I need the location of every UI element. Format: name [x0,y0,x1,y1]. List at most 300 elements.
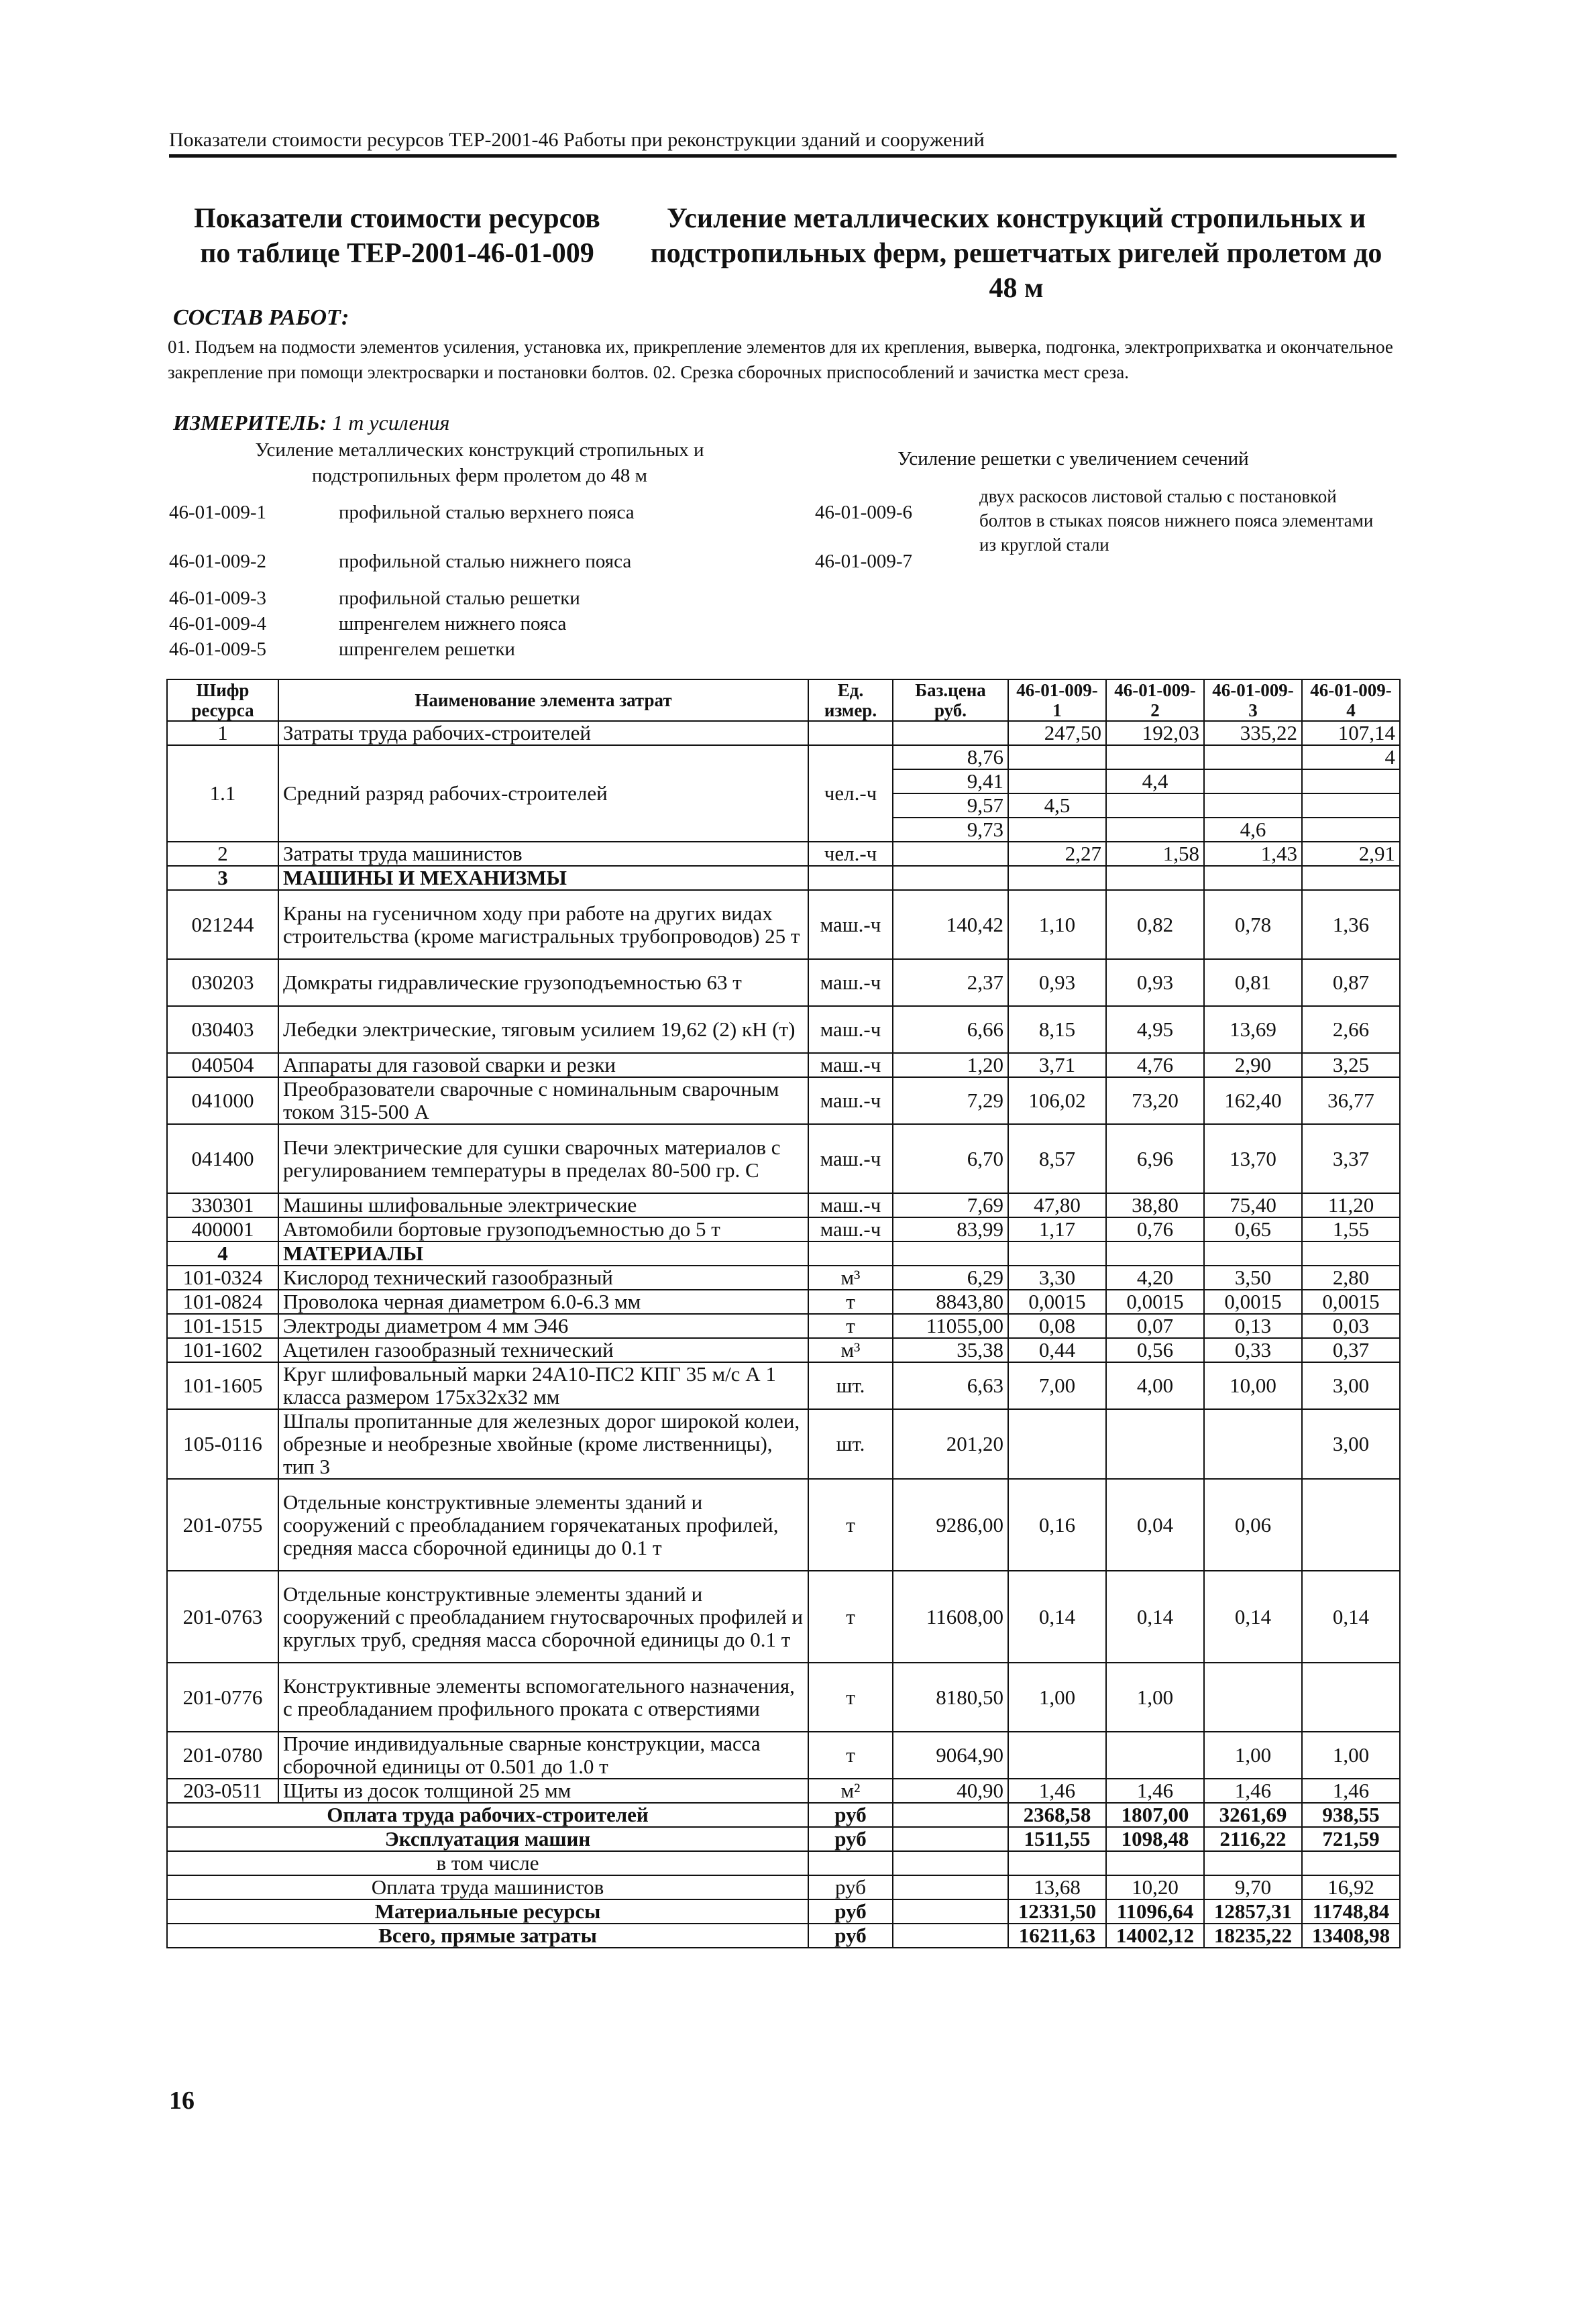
cell-unit: т [808,1314,893,1338]
title-right-line: Усиление металлических конструкций стропильных и [666,203,1366,234]
cell-name: Преобразователи сварочные с номинальным сварочным током 315-500 А [278,1077,808,1124]
summary-label: Оплата труда машинистов [167,1875,808,1899]
cell-value: 8,15 [1008,1006,1106,1053]
cell-empty [1008,866,1106,890]
cell-empty [808,1241,893,1266]
cell-value: 4,00 [1106,1362,1204,1409]
cell-value: 4,76 [1106,1053,1204,1077]
work-code: 46-01-009-2 [169,551,266,572]
cell-value: 0,56 [1106,1338,1204,1362]
cell-value: 3,30 [1008,1266,1106,1290]
cell-name: МАТЕРИАЛЫ [278,1241,808,1266]
sostav-text: 01. Подъем на подмости элементов усиления, установка их, прикрепление элементов для их крепления, выверка, подгонка, электроприхватка и окончательное закрепление при помощи электросварки и постановки болтов. 02. Срезка сборочных приспособлений и зачистка мест среза. [168,337,1393,382]
cell-price: 6,70 [893,1124,1008,1193]
cell-value: 4 [1302,745,1400,769]
cell-grade: 8,76 [893,745,1008,769]
cell-value: 0,81 [1204,959,1302,1006]
cell-price: 40,90 [893,1779,1008,1803]
cell-value [1008,818,1106,842]
cell-value: 1098,48 [1106,1827,1204,1851]
cell-value: 6,96 [1106,1124,1204,1193]
cell-unit: руб [808,1899,893,1924]
cell-value [1204,769,1302,793]
cell-code: 101-1602 [167,1338,278,1362]
cell-code: 041400 [167,1124,278,1193]
cell-value [1008,1732,1106,1779]
cell-empty [1106,1241,1204,1266]
cell-value: 1807,00 [1106,1803,1204,1827]
cell-price: 8843,80 [893,1290,1008,1314]
cell-value: 0,44 [1008,1338,1106,1362]
cell-name: Проволока черная диаметром 6.0-6.3 мм [278,1290,808,1314]
cell-name: Шпалы пропитанные для железных дорог широкой колеи, обрезные и необрезные хвойные (кроме лиственницы), тип 3 [278,1409,808,1479]
cell-unit: руб [808,1875,893,1899]
cell-name: Отдельные конструктивные элементы зданий и сооружений с преобладанием горячекатаных профилей, средняя масса сборочной единицы до 0.1 т [278,1479,808,1571]
cell-grade: 9,41 [893,769,1008,793]
summary-label: Эксплуатация машин [167,1827,808,1851]
cell-value: 12331,50 [1008,1899,1106,1924]
cell-value: 0,76 [1106,1217,1204,1241]
cell-code: 101-0324 [167,1266,278,1290]
cell-grade: 9,73 [893,818,1008,842]
cell-value: 11096,64 [1106,1899,1204,1924]
cell-value: 36,77 [1302,1077,1400,1124]
table-row [167,1362,1400,1409]
cell-value: 0,13 [1204,1314,1302,1338]
cell-value: 0,14 [1008,1571,1106,1663]
column-header: 46-01-009-4 [1302,679,1400,721]
cell-value [1302,793,1400,818]
cell-unit: т [808,1663,893,1732]
cell-value: 0,03 [1302,1314,1400,1338]
cell-name: Ацетилен газообразный технический [278,1338,808,1362]
cell-value [1106,745,1204,769]
cell-value: 38,80 [1106,1193,1204,1217]
cell-value: 0,0015 [1008,1290,1106,1314]
cell-price: 11055,00 [893,1314,1008,1338]
cell-value: 13,68 [1008,1875,1106,1899]
cell-price: 6,29 [893,1266,1008,1290]
cell-name: Отдельные конструктивные элементы зданий и сооружений с преобладанием гнутосварочных профилей и круглых труб, средняя масса сборочной единицы до 0.1 т [278,1571,808,1663]
summary-label: Материальные ресурсы [167,1899,808,1924]
table-row [167,890,1400,959]
cell-value [1302,1663,1400,1732]
cell-unit: т [808,1290,893,1314]
cell-value: 4,6 [1204,818,1302,842]
cell-name: Краны на гусеничном ходу при работе на других видах строительства (кроме магистральных трубопроводов) 25 т [278,890,808,959]
work-code: 46-01-009-1 [169,502,266,523]
cell-value: 3261,69 [1204,1803,1302,1827]
cell-name: Автомобили бортовые грузоподъемностью до 5 т [278,1217,808,1241]
cell-unit: руб [808,1924,893,1948]
table-row [167,1314,1400,1338]
cell-value: 16211,63 [1008,1924,1106,1948]
table-row [167,1779,1400,1803]
cell-empty [893,1924,1008,1948]
running-header: Показатели стоимости ресурсов ТЕР-2001-46 Работы при реконструкции зданий и сооружений [169,129,1397,158]
cell-value: 0,14 [1302,1571,1400,1663]
cell-name: Круг шлифовальный марки 24А10-ПС2 КПГ 35 м/с А 1 класса размером 175х32х32 мм [278,1362,808,1409]
cell-empty [893,1851,1008,1875]
cell-empty [893,1803,1008,1827]
cell-value [1204,1409,1302,1479]
cell-value: 12857,31 [1204,1899,1302,1924]
work-code: 46-01-009-3 [169,588,266,609]
group-left-title-line: подстропильных ферм пролетом до 48 м [311,465,648,486]
cell-value: 7,00 [1008,1362,1106,1409]
cell-empty [1106,866,1204,890]
cell-value: 13408,98 [1302,1924,1400,1948]
cell-empty [893,1875,1008,1899]
column-header: Баз.цена руб. [893,679,1008,721]
table-row [167,745,1400,769]
cell-value: 75,40 [1204,1193,1302,1217]
cell-price: 140,42 [893,890,1008,959]
cell-value: 4,95 [1106,1006,1204,1053]
cell-name: Машины шлифовальные электрические [278,1193,808,1217]
cell-value: 2,27 [1008,842,1106,866]
cell-price: 7,29 [893,1077,1008,1124]
summary-label: Всего, прямые затраты [167,1924,808,1948]
cell-value: 0,33 [1204,1338,1302,1362]
cell-value: 4,20 [1106,1266,1204,1290]
cell-value [1008,745,1106,769]
column-header: Ед. измер. [808,679,893,721]
summary-row [167,1851,1400,1875]
table-row [167,1479,1400,1571]
cell-empty [1302,866,1400,890]
table-row [167,1290,1400,1314]
cell-unit: маш.-ч [808,959,893,1006]
cell-value: 13,70 [1204,1124,1302,1193]
table-row [167,1732,1400,1779]
cell-value: 16,92 [1302,1875,1400,1899]
cell-price: 11608,00 [893,1571,1008,1663]
cell-value: 0,87 [1302,959,1400,1006]
cell-price: 35,38 [893,1338,1008,1362]
cell-value: 0,14 [1204,1571,1302,1663]
cell-unit: т [808,1732,893,1779]
cell-value: 1,00 [1106,1663,1204,1732]
column-header: Наименование элемента затрат [278,679,808,721]
cell-value: 1,46 [1204,1779,1302,1803]
summary-row [167,1803,1400,1827]
cell-value [1204,793,1302,818]
group-left-title [201,437,758,488]
cell-code: 101-1605 [167,1362,278,1409]
cell-value: 192,03 [1106,721,1204,745]
cell-value: 14002,12 [1106,1924,1204,1948]
cell-value [1008,1851,1106,1875]
cell-name: Конструктивные элементы вспомогательного назначения, с преобладанием профильного проката с отверстиями [278,1663,808,1732]
cell-value: 938,55 [1302,1803,1400,1827]
cell-unit: руб [808,1827,893,1851]
cell-value: 18235,22 [1204,1924,1302,1948]
table-row [167,1409,1400,1479]
cell-price: 6,63 [893,1362,1008,1409]
cell-value: 3,37 [1302,1124,1400,1193]
work-code-text: шпренгелем решетки [339,639,515,660]
cell-code: 030203 [167,959,278,1006]
column-header: 46-01-009-3 [1204,679,1302,721]
cell-value [1302,1479,1400,1571]
cell-name: Кислород технический газообразный [278,1266,808,1290]
summary-row [167,1899,1400,1924]
cell-price: 9064,90 [893,1732,1008,1779]
cell-code: 101-1515 [167,1314,278,1338]
cell-value: 106,02 [1008,1077,1106,1124]
cell-name: Прочие индивидуальные сварные конструкции, масса сборочной единицы от 0.501 до 1.0 т [278,1732,808,1779]
cell-value: 73,20 [1106,1077,1204,1124]
cell-value: 2,66 [1302,1006,1400,1053]
cell-value: 47,80 [1008,1193,1106,1217]
title-left [176,201,618,271]
cell-code: 021244 [167,890,278,959]
table-row [167,842,1400,866]
cell-name: Печи электрические для сушки сварочных материалов с регулированием температуры в пределах 80-500 гр. С [278,1124,808,1193]
table-row [167,1217,1400,1241]
title-right [624,201,1409,306]
cell-value [1008,1409,1106,1479]
cell-value: 2,80 [1302,1266,1400,1290]
cell-value: 0,78 [1204,890,1302,959]
cell-unit: маш.-ч [808,1077,893,1124]
cell-empty [1204,1241,1302,1266]
cell-code: 201-0763 [167,1571,278,1663]
cell-value: 1,46 [1008,1779,1106,1803]
table-row [167,959,1400,1006]
cell-empty [1204,866,1302,890]
cell-name: Домкраты гидравлические грузоподъемностью 63 т [278,959,808,1006]
cell-value [1302,769,1400,793]
cell-code: 3 [167,866,278,890]
cell-empty [1302,1241,1400,1266]
cell-unit: маш.-ч [808,1124,893,1193]
summary-label: Оплата труда рабочих-строителей [167,1803,808,1827]
cell-value: 1,00 [1204,1732,1302,1779]
work-code-text: профильной сталью нижнего пояса [339,551,632,572]
cell-grade: 9,57 [893,793,1008,818]
table-row [167,1053,1400,1077]
resource-cost-table [166,679,1401,1948]
cell-value: 107,14 [1302,721,1400,745]
title-left-line: по таблице ТЕР-2001-46-01-009 [200,238,594,269]
column-header: 46-01-009-2 [1106,679,1204,721]
cell-value: 2116,22 [1204,1827,1302,1851]
work-code-text: профильной сталью верхнего пояса [339,502,635,523]
table-row [167,1124,1400,1193]
cell-value: 8,57 [1008,1124,1106,1193]
cell-name: Щиты из досок толщиной 25 мм [278,1779,808,1803]
table-row [167,1663,1400,1732]
cell-value [1106,1732,1204,1779]
title-right-line: подстропильных ферм, решетчатых ригелей пролетом до [650,238,1382,269]
izmeritel-label: ИЗМЕРИТЕЛЬ: [173,410,327,435]
summary-row [167,1827,1400,1851]
cell-price: 83,99 [893,1217,1008,1241]
cell-value: 3,50 [1204,1266,1302,1290]
izmeritel [173,410,449,435]
cell-empty [1008,1241,1106,1266]
cell-value [1106,793,1204,818]
cell-code: 201-0755 [167,1479,278,1571]
table-row [167,1571,1400,1663]
cell-value: 3,00 [1302,1362,1400,1409]
work-code-text: шпренгелем нижнего пояса [339,613,567,634]
group-right-title: Усиление решетки с увеличением сечений [897,448,1249,469]
cell-value: 0,0015 [1302,1290,1400,1314]
summary-row [167,1875,1400,1899]
cell-value: 2368,58 [1008,1803,1106,1827]
cell-code: 330301 [167,1193,278,1217]
cell-price: 2,37 [893,959,1008,1006]
cell-unit: м³ [808,1338,893,1362]
cell-value [1106,1409,1204,1479]
sostav-heading: СОСТАВ РАБОТ: [173,305,349,330]
cell-unit: маш.-ч [808,1193,893,1217]
cell-value: 0,0015 [1204,1290,1302,1314]
cell-code: 201-0776 [167,1663,278,1732]
cell-unit: м³ [808,1266,893,1290]
cell-empty [808,866,893,890]
summary-label: в том числе [167,1851,808,1875]
cell-value: 4,5 [1008,793,1106,818]
cell-value: 0,82 [1106,890,1204,959]
table-row [167,721,1400,745]
cell-value [1302,818,1400,842]
cell-value: 11748,84 [1302,1899,1400,1924]
cell-price: 9286,00 [893,1479,1008,1571]
cell-value: 0,37 [1302,1338,1400,1362]
cell-code: 101-0824 [167,1290,278,1314]
cell-value: 9,70 [1204,1875,1302,1899]
cell-value [1204,1663,1302,1732]
cell-code: 1.1 [167,745,278,842]
cell-code: 201-0780 [167,1732,278,1779]
cell-value: 1,46 [1302,1779,1400,1803]
table-section-row [167,1241,1400,1266]
cell-name: Лебедки электрические, тяговым усилием 19,62 (2) кН (т) [278,1006,808,1053]
table-section-row [167,866,1400,890]
cell-unit: маш.-ч [808,1006,893,1053]
work-code-text: профильной сталью решетки [339,588,580,609]
cell-empty [893,1827,1008,1851]
cell-price: 7,69 [893,1193,1008,1217]
cell-unit: т [808,1571,893,1663]
cell-price: 201,20 [893,1409,1008,1479]
cell-value [1106,818,1204,842]
cell-value: 335,22 [1204,721,1302,745]
cell-value: 721,59 [1302,1827,1400,1851]
cell-unit: руб [808,1803,893,1827]
cell-name: Электроды диаметром 4 мм Э46 [278,1314,808,1338]
cell-value: 11,20 [1302,1193,1400,1217]
cell-empty [893,866,1008,890]
cell-unit: м² [808,1779,893,1803]
cell-value: 1,17 [1008,1217,1106,1241]
cell-unit: маш.-ч [808,890,893,959]
cell-unit [808,721,893,745]
cell-name: Средний разряд рабочих-строителей [278,745,808,842]
cell-value: 1,00 [1008,1663,1106,1732]
cell-price: 8180,50 [893,1663,1008,1732]
cell-price: 6,66 [893,1006,1008,1053]
cell-code: 041000 [167,1077,278,1124]
cell-value: 3,25 [1302,1053,1400,1077]
cell-code: 400001 [167,1217,278,1241]
cell-value: 0,04 [1106,1479,1204,1571]
table-row [167,1338,1400,1362]
cell-code: 1 [167,721,278,745]
cell-empty [893,1241,1008,1266]
cell-value [1204,745,1302,769]
cell-code: 040504 [167,1053,278,1077]
cell-value: 1,55 [1302,1217,1400,1241]
cell-unit: шт. [808,1409,893,1479]
cell-value: 0,93 [1106,959,1204,1006]
cell-value: 0,65 [1204,1217,1302,1241]
cell-value: 1,58 [1106,842,1204,866]
cell-value: 1,00 [1302,1732,1400,1779]
cell-name: Затраты труда рабочих-строителей [278,721,808,745]
cell-value [1106,1851,1204,1875]
cell-value: 0,08 [1008,1314,1106,1338]
cell-value: 10,20 [1106,1875,1204,1899]
cell-value [1204,1851,1302,1875]
cell-unit: т [808,1479,893,1571]
table-row [167,1266,1400,1290]
izmeritel-value: 1 т усиления [332,410,450,435]
cell-value: 10,00 [1204,1362,1302,1409]
cell-code: 203-0511 [167,1779,278,1803]
work-code-text: двух раскосов листовой сталью с постановкой болтов в стыках поясов нижнего пояса элементами из круглой стали [979,486,1374,555]
cell-value: 1,36 [1302,890,1400,959]
work-code: 46-01-009-5 [169,639,266,660]
cell-value: 2,91 [1302,842,1400,866]
cell-value: 2,90 [1204,1053,1302,1077]
cell-unit: чел.-ч [808,842,893,866]
cell-unit: маш.-ч [808,1217,893,1241]
cell-value: 0,0015 [1106,1290,1204,1314]
cell-value: 4,4 [1106,769,1204,793]
title-left-line: Показатели стоимости ресурсов [194,203,600,234]
cell-value: 0,06 [1204,1479,1302,1571]
table-row [167,1077,1400,1124]
column-header: Шифр ресурса [167,679,278,721]
work-code: 46-01-009-7 [815,551,912,572]
cell-value: 0,07 [1106,1314,1204,1338]
cell-code: 2 [167,842,278,866]
cell-price: 1,20 [893,1053,1008,1077]
cell-code: 4 [167,1241,278,1266]
cell-value: 13,69 [1204,1006,1302,1053]
cell-value [1302,1851,1400,1875]
cell-price [893,842,1008,866]
page-number: 16 [169,2087,195,2115]
cell-price [893,721,1008,745]
cell-code: 030403 [167,1006,278,1053]
cell-value: 162,40 [1204,1077,1302,1124]
cell-value: 1,46 [1106,1779,1204,1803]
cell-value [1008,769,1106,793]
column-header: 46-01-009-1 [1008,679,1106,721]
table-header-row [167,679,1400,721]
table-row [167,1006,1400,1053]
cell-empty [893,1899,1008,1924]
cell-name: Затраты труда машинистов [278,842,808,866]
cell-unit: чел.-ч [808,745,893,842]
cell-name: Аппараты для газовой сварки и резки [278,1053,808,1077]
